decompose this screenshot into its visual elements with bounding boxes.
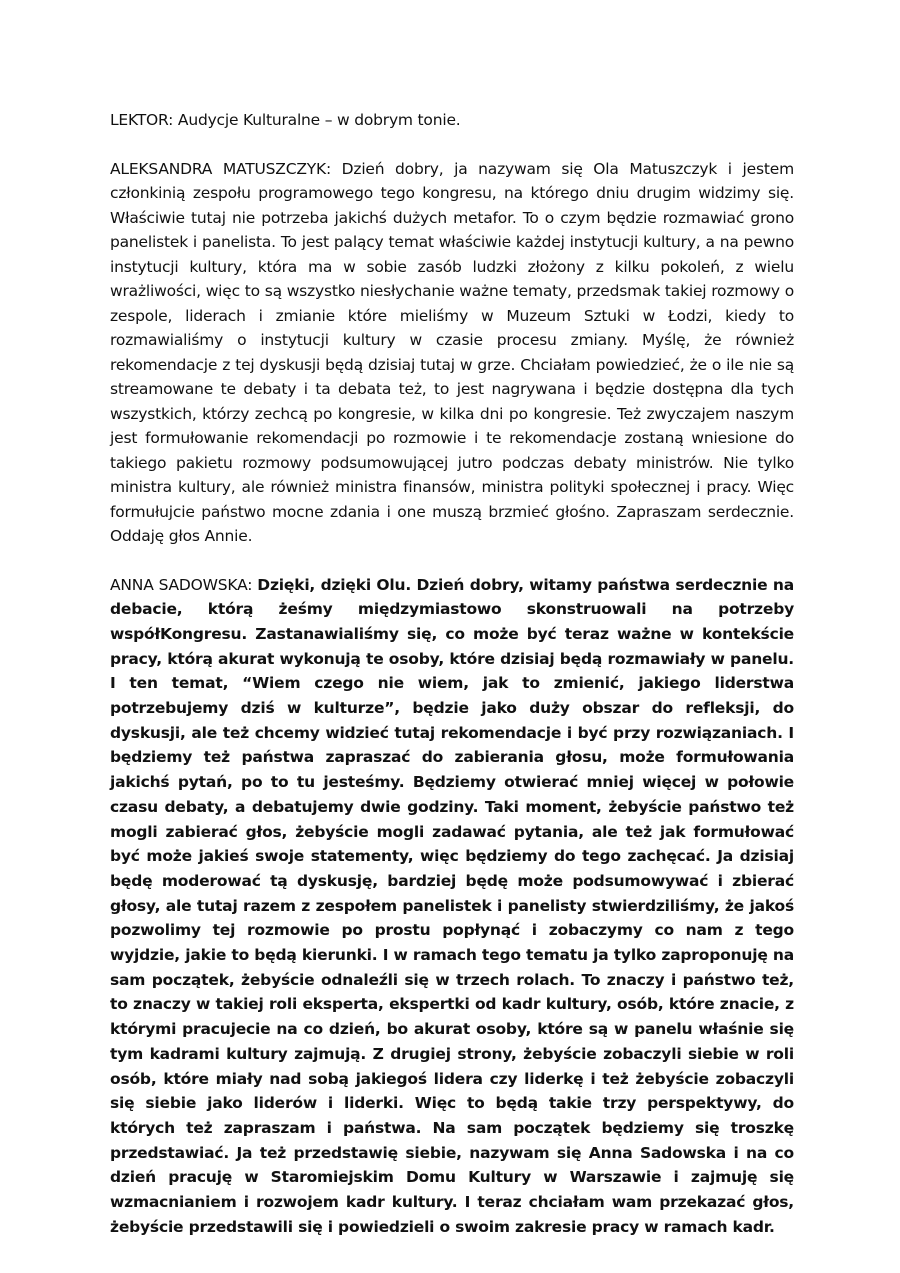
paragraph-anna-sadowska <box>110 573 794 1240</box>
paragraph-text: Dzień dobry, ja nazywam się Ola Matuszczyk i jestem członkinią zespołu programowego tego kongresu, na którego dniu drugim widzimy się. Właściwie tutaj nie potrzeba jakichś dużych metafor. To o czym będzie rozmawiać grono panelistek i panelista. To jest palący temat właściwie każdej instytucji kultury, a na pewno instytucji kultury, która ma w sobie zasób ludzki złożony z kilku pokoleń, z wielu wrażliwości, więc to są wszystko niesłychanie ważne tematy, przedsmak takiej rozmowy o zespole, liderach i zmianie które mieliśmy w Muzeum Sztuki w Łodzi, kiedy to rozmawialiśmy o instytucji kultury w czasie procesu zmiany. Myślę, że również rekomendacje z tej dyskusji będą dzisiaj tutaj w grze. Chciałam powiedzieć, że o ile nie są streamowane te debaty i ta debata też, to jest nagrywana i będzie dostępna dla tych wszystkich, którzy zechcą po kongresie, w kilka dni po kongresie. Też zwyczajem naszym jest formułowanie rekomendacji po rozmowie i te rekomendacje zostaną wniesione do takiego pakietu rozmowy podsumowującej jutro podczas debaty ministrów. Nie tylko ministra kultury, ale również ministra finansów, ministra polityki społecznej i pracy. Więc formułujcie państwo mocne zdania i one muszą brzmieć głośno. Zapraszam serdecznie. Oddaję głos Annie. <box>110 159 794 545</box>
paragraph-bold-text: Dzięki, dzięki Olu. Dzień dobry, witamy państwa serdecznie na debacie, którą żeśmy międzymiastowo skonstruowali na potrzeby współKongresu. Zastanawialiśmy się, co może być teraz ważne w kontekście pracy, którą akurat wykonują te osoby, które dzisiaj będą rozmawiały w panelu. I ten temat, “Wiem czego nie wiem, jak to zmienić, jakiego liderstwa potrzebujemy dziś w kulturze”, będzie jako duży obszar do refleksji, do dyskusji, ale też chcemy widzieć tutaj rekomendacje i być przy rozwiązaniach. I będziemy też państwa zapraszać do zabierania głosu, może formułowania jakichś pytań, po to tu jesteśmy. Będziemy otwierać mniej więcej w połowie czasu debaty, a debatujemy dwie godziny. Taki moment, żebyście państwo też mogli zabierać głos, żebyście mogli zadawać pytania, ale też jak formułować być może jakieś swoje statementy, więc będziemy do tego zachęcać. Ja dzisiaj będę moderować tą dyskusję, bardziej będę może podsumowywać i zbierać głosy, ale tutaj razem z zespołem panelistek i panelisty stwierdziliśmy, że jakoś pozwolimy tej rozmowie po prostu popłynąć i zobaczymy co nam z tego wyjdzie, jakie to będą kierunki. I w ramach tego tematu ja tylko zaproponuję na sam początek, żebyście odnaleźli się w trzech rolach. To znaczy i państwo też, to znaczy w takiej roli eksperta, ekspertki od kadr kultury, osób, które znacie, z którymi pracujecie na co dzień, bo akurat osoby, które są w panelu właśnie się tym kadrami kultury zajmują. Z drugiej strony, żebyście zobaczyli siebie w roli osób, które miały nad sobą jakiegoś lidera czy liderkę i też żebyście zobaczyli się siebie jako liderów i liderki. Więc to będą takie trzy perspektywy, do których też zapraszam i państwa. Na sam początek będziemy się troszkę przedstawiać. Ja też przedstawię siebie, nazywam się Anna Sadowska i na co dzień pracuję w Staromiejskim Domu Kultury w Warszawie i zajmuję się wzmacnianiem i rozwojem kadr kultury. I teraz chciałam wam przekazać głos, żebyście przedstawili się i powiedzieli o swoim zakresie pracy w ramach kadr. <box>110 575 794 1236</box>
paragraph-lektor <box>110 108 794 133</box>
paragraph-aleksandra-matuszczyk <box>110 157 794 549</box>
speaker-name: ANNA SADOWSKA: <box>110 575 253 594</box>
speaker-name: LEKTOR: <box>110 111 174 129</box>
speaker-name: ALEKSANDRA MATUSZCZYK: <box>110 159 331 178</box>
paragraph-text: Audycje Kulturalne – w dobrym tonie. <box>177 111 461 129</box>
